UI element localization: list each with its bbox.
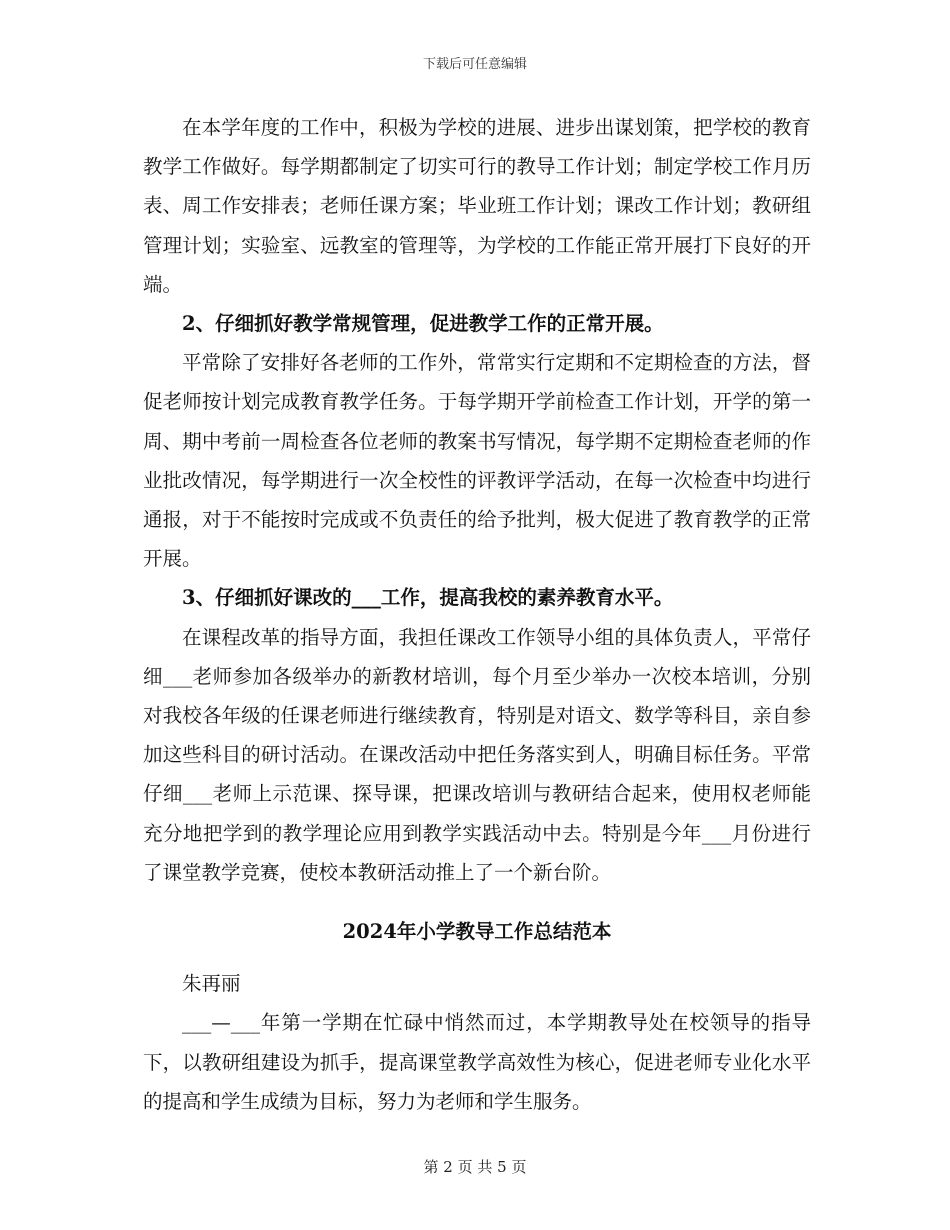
paragraph-routine-management: 平常除了安排好各老师的工作外，常常实行定期和不定期检查的方法，督促老师按计划完成教育教学任务。于每学期开学前检查工作计划，开学的第一周、期中考前一周检查各位老师的教案书写情况，每学期不定期检查老师的作业批改情况，每学期进行一次全校性的评教评学活动，在每一次检查中均进行通报，对于不能按时完成或不负责任的给予批判，极大促进了教育教学的正常开展。 — [143, 351, 811, 571]
paragraph-intro: 在本学年度的工作中，积极为学校的进展、进步出谋划策，把学校的教育教学工作做好。每学期都制定了切实可行的教导工作计划；制定学校工作月历表、周工作安排表；老师任课方案；毕业班工作计划；课改工作计划；教研组管理计划；实验室、远教室的管理等，为学校的工作能正常开展打下良好的开端。 — [143, 116, 811, 296]
section-heading-3: 3、仔细抓好课改的___工作，提高我校的素养教育水平。 — [182, 586, 674, 610]
page-header: 下载后可任意编辑 — [422, 57, 527, 72]
document-title: 2024年小学教导工作总结范本 — [342, 920, 612, 944]
page-footer: 第 2 页 共 5 页 — [423, 1158, 527, 1176]
paragraph-curriculum-reform: 在课程改革的指导方面，我担任课改工作领导小组的具体负责人，平常仔细___老师参加各级举办的新教材培训，每个月至少举办一次校本培训，分别对我校各年级的任课老师进行继续教育，特别是对语文、数学等科目，亲自参加这些科目的研讨活动。在课改活动中把任务落实到人，明确目标任务。平常仔细___老师上示范课、探导课，把课改培训与教研结合起来，使用权老师能充分地把学到的教学理论应用到教学实践活动中去。特别是今年___月份进行了课堂教学竞赛，使校本教研活动推上了一个新台阶。 — [143, 625, 811, 884]
document-body — [143, 108, 811, 1121]
section-heading-2: 2、仔细抓好教学常规管理，促进教学工作的正常开展。 — [182, 312, 664, 336]
paragraph-semester-summary: ___—___年第一学期在忙碌中悄然而过，本学期教导处在校领导的指导下，以教研组建设为抓手，提高课堂教学高效性为核心，促进老师专业化水平的提高和学生成绩为目标，努力为老师和学生服务。 — [143, 1011, 811, 1113]
author-name: 朱再丽 — [182, 972, 241, 996]
